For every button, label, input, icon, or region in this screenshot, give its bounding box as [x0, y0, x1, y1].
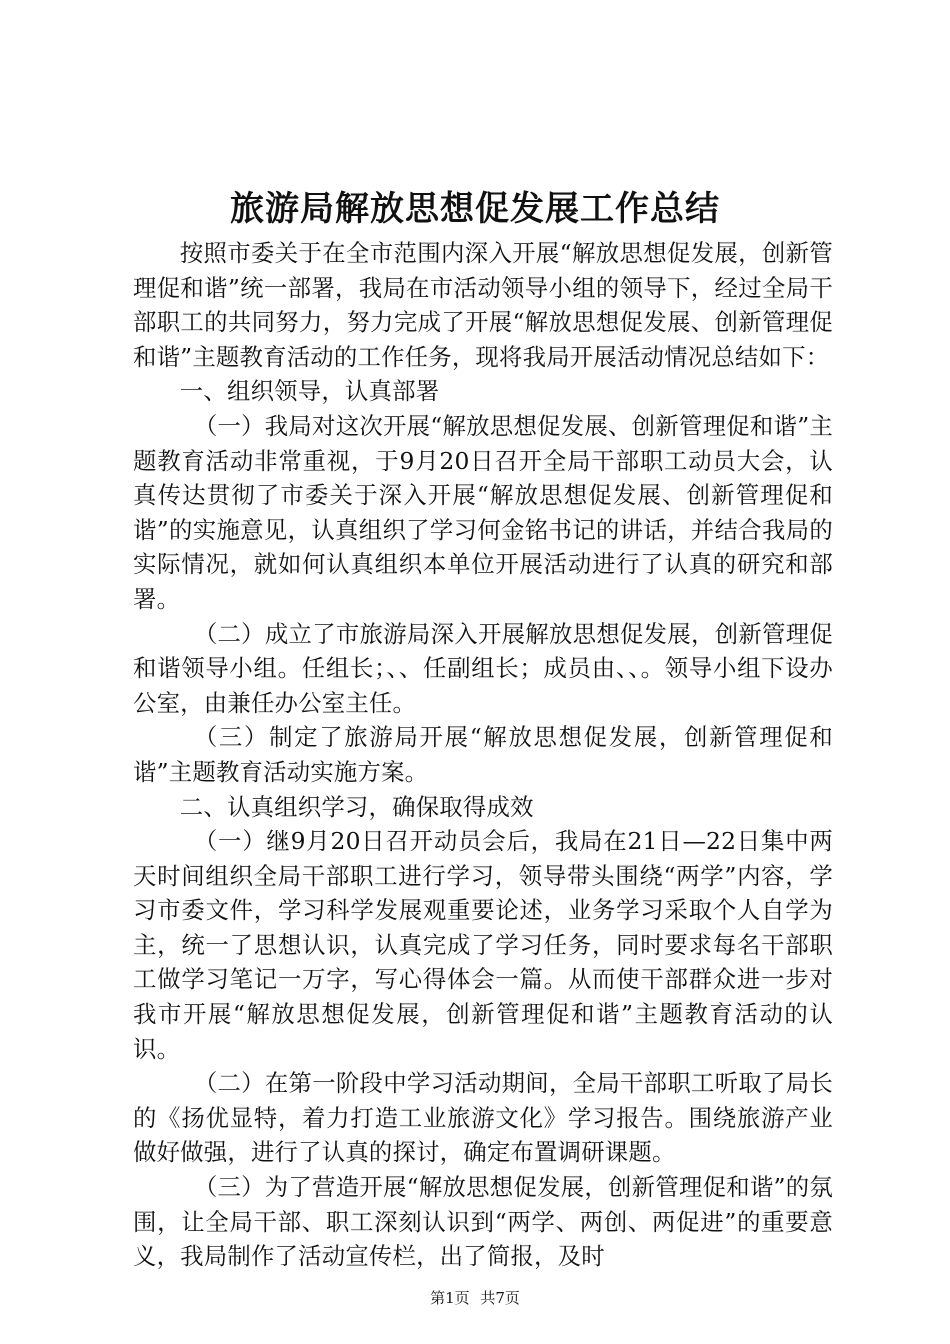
section-2-item-3: （三）为了营造开展“解放思想促发展，创新管理促和谐”的氛围，让全局干部、职工深刻认识到“两学、两创、两促进”的重要意义，我局制作了活动宣传栏，出了简报，及时	[133, 1173, 833, 1271]
page-total: 共7页	[480, 1289, 520, 1307]
section-2-item-2: （二）在第一阶段中学习活动期间，全局干部职工听取了局长的《扬优显特，着力打造工业旅游文化》学习报告。围绕旅游产业做好做强，进行了认真的探讨，确定布置调研课题。	[133, 1069, 833, 1167]
section-heading-1: 一、组织领导，认真部署	[179, 377, 440, 406]
document-title: 旅游局解放思想促发展工作总结	[230, 189, 720, 229]
intro-paragraph: 按照市委关于在全市范围内深入开展“解放思想促发展，创新管理促和谐”统一部署，我局在市活动领导小组的领导下，经过全局干部职工的共同努力，努力完成了开展“解放思想促发展、创新管理促和谐”主题教育活动的工作任务，现将我局开展活动情况总结如下：	[133, 239, 833, 371]
section-1-item-3: （三）制定了旅游局开展“解放思想促发展，创新管理促和谐”主题教育活动实施方案。	[133, 723, 833, 786]
section-1-item-1: （一）我局对这次开展“解放思想促发展、创新管理促和谐”主题教育活动非常重视，于9月20日召开全局干部职工动员大会，认真传达贯彻了市委关于深入开展“解放思想促发展、创新管理促和谐”的实施意见，认真组织了学习何金铭书记的讲话，并结合我局的实际情况，就如何认真组织本单位开展活动进行了认真的研究和部署。	[133, 411, 833, 613]
section-1-item-2: （二）成立了市旅游局深入开展解放思想促发展，创新管理促和谐领导小组。任组长；、、任副组长；成员由、、。领导小组下设办公室，由兼任办公室主任。	[133, 619, 833, 717]
page-footer	[0, 1287, 950, 1309]
page-number: 第1页	[430, 1289, 470, 1307]
document-body	[133, 236, 833, 1274]
section-heading-2: 二、认真组织学习，确保取得成效	[179, 792, 534, 821]
section-2-item-1: （一）继9月20日召开动员会后，我局在21日—22日集中两天时间组织全局干部职工进行学习，领导带头围绕“两学”内容，学习市委文件，学习科学发展观重要论述，业务学习采取个人自学为主，统一了思想认识，认真完成了学习任务，同时要求每名干部职工做学习笔记一万字，写心得体会一篇。从而使干部群众进一步对我市开展“解放思想促发展，创新管理促和谐”主题教育活动的认识。	[133, 827, 833, 1063]
